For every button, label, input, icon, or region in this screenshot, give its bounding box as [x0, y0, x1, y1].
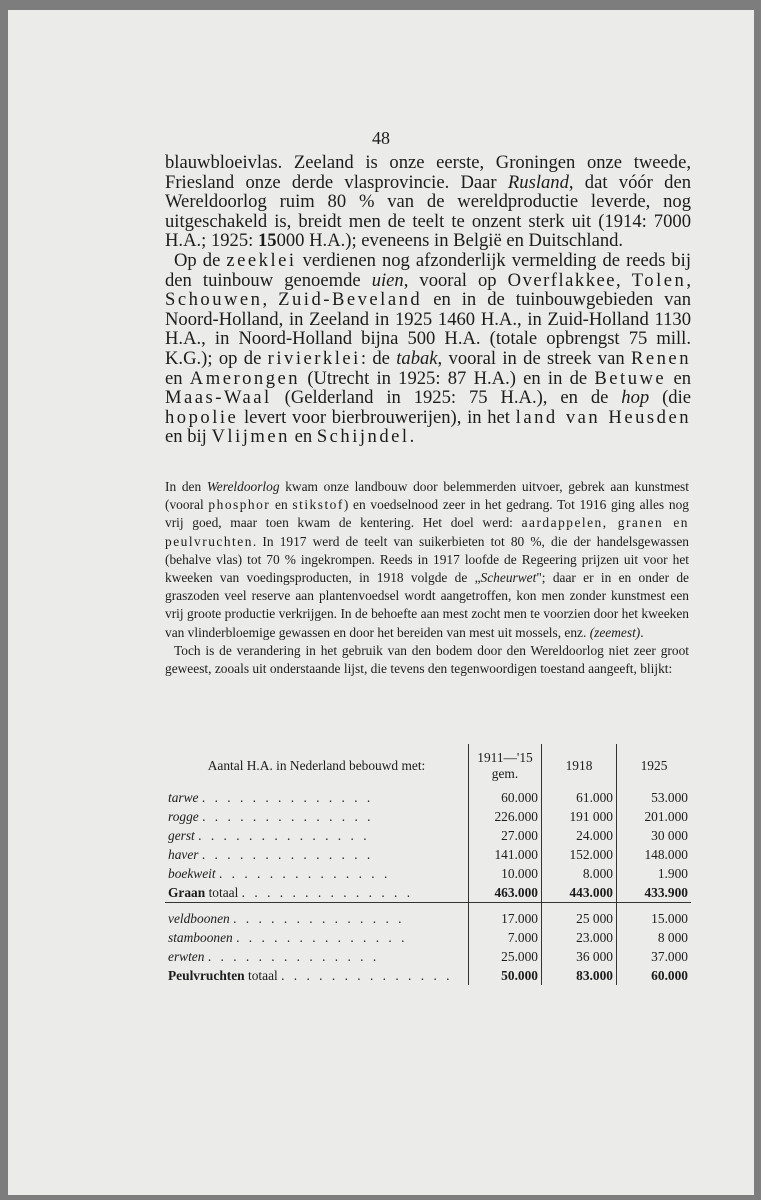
table-row: veldboonen . . . . . . . . . . . . . . 17.000 25 000 15.000 — [165, 909, 691, 928]
table-total-row-graan: Graan totaal . . . . . . . . . . . . . . 463.000 443.000 433.900 — [165, 883, 691, 903]
table-row: tarwe . . . . . . . . . . . . . . 60.000 61.000 53.000 — [165, 788, 691, 807]
table-row: rogge . . . . . . . . . . . . . . 226.000 191 000 201.000 — [165, 807, 691, 826]
table-row: stamboonen . . . . . . . . . . . . . . 7.000 23.000 8 000 — [165, 928, 691, 947]
table-row: haver . . . . . . . . . . . . . . 141.000 152.000 148.000 — [165, 845, 691, 864]
table-header-1925: 1925 — [617, 744, 692, 788]
table-total-row-peulvruchten: Peulvruchten totaal . . . . . . . . . . . . . . 50.000 83.000 60.000 — [165, 966, 691, 985]
small-paragraph-2: Toch is de verandering in het gebruik van den bodem door den Wereldoorlog niet zeer groot geweest, zooals uit onderstaande lijst, die tevens den tegenwoordigen toestand aangeeft, blijkt: — [165, 642, 689, 677]
land-use-table — [165, 744, 691, 985]
table-header-row — [165, 744, 691, 788]
table-row: boekweit . . . . . . . . . . . . . . 10.000 8.000 1.900 — [165, 864, 691, 883]
table-header-1911: 1911—'15 gem. — [469, 744, 542, 788]
footnote-text — [165, 478, 689, 678]
page-number: 48 — [372, 128, 390, 148]
table-row: gerst . . . . . . . . . . . . . . 27.000 24.000 30 000 — [165, 826, 691, 845]
small-paragraph-1: In den Wereldoorlog kwam onze landbouw door belemmerden uitvoer, gebrek aan kunstmest (vooral phosphor en stikstof) en voedselnood zeer in het gedrang. Tot 1916 ging alles nog vrij goed, maar toen kwam de kentering. Het doel werd: aardappelen, granen en peulvruchten. In 1917 werd de teelt van suikerbieten tot 80 %, die der handelsgewassen (behalve vlas) tot 70 % ingekrompen. Reeds in 1917 loofde de Regeering prijzen uit voor het kweeken van voedingsproducten, in 1918 volgde de „Scheurwet"; daar er in en onder de graszoden veel reserve aan plantenvoedsel wordt aangetroffen, kon men zonder kunstmest een vrij groote productie verkrijgen. In de behoefte aan mest zocht men te voorzien door het kweeken van vlinderbloemige gewassen en door het bereiden van mest uit mossels, enz. (zeemest). — [165, 479, 689, 640]
main-paragraph-1: blauwbloeivlas. Zeeland is onze eerste, Groningen onze tweede, Friesland onze derde vlasprovincie. Daar Rusland, dat vóór den Wereldoorlog ruim 80 % van de wereldproductie leverde, nog uitgeschakeld is, breidt men de teelt te onzent sterk uit (1914: 7000 H.A.; 1925: 15000 H.A.); eveneens in België en Duitschland. — [165, 152, 691, 252]
table-row: erwten . . . . . . . . . . . . . . 25.000 36 000 37.000 — [165, 947, 691, 966]
table-header-label: Aantal H.A. in Nederland bebouwd met: — [207, 758, 426, 773]
main-text — [165, 153, 691, 447]
table-header-1918: 1918 — [542, 744, 617, 788]
main-paragraph-2: Op de zeeklei verdienen nog afzonderlijk vermelding de reeds bij den tuinbouw genoemde uien, vooral op Overflakkee, Tolen, Schouwen, Zuid-Beveland en in de tuinbouwgebieden van Noord-Holland, in Zeeland in 1925 1460 H.A., in Zuid-Holland 1130 H.A., in Noord-Holland bijna 500 H.A. (totale opbrengst 75 mill. K.G.); op de rivierklei: de tabak, vooral in de streek van Renen en Amerongen (Utrecht in 1925: 87 H.A.) en in de Betuwe en Maas-Waal (Gelderland in 1925: 75 H.A.), en de hop (die hopolie levert voor bierbrouwerijen), in het land van Heusden en bij Vlijmen en Schijndel. — [165, 249, 692, 448]
